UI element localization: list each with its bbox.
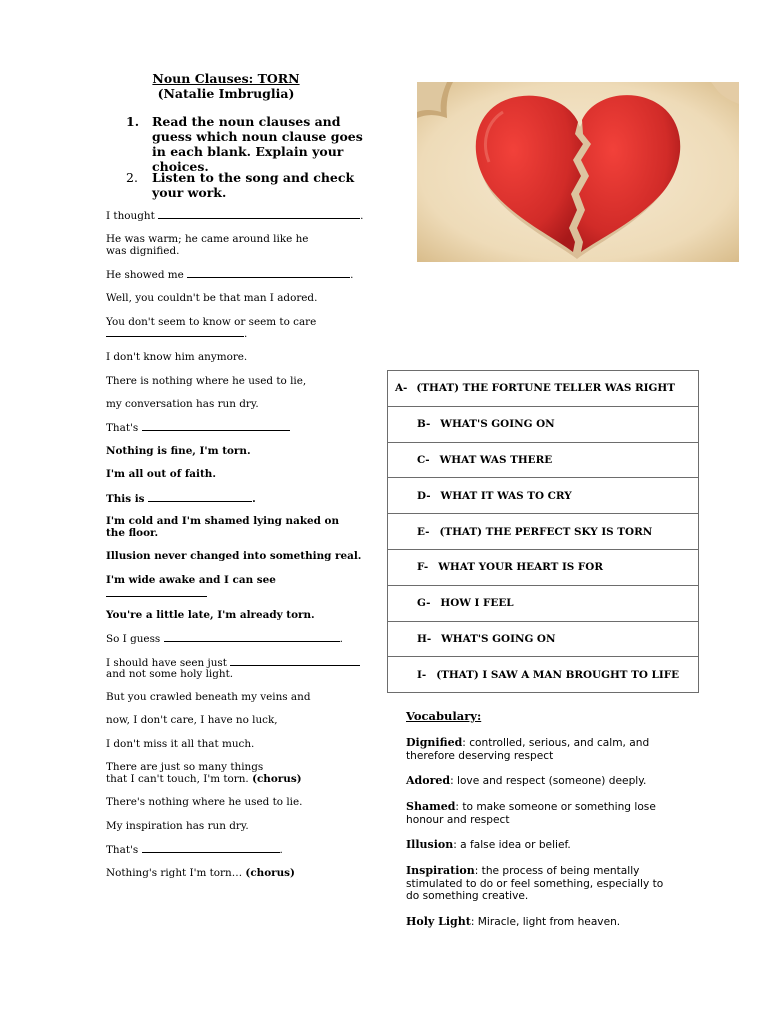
lyric-line: There's nothing where he used to lie.	[106, 796, 303, 808]
option-text: WHAT YOUR HEART IS FOR	[438, 561, 603, 574]
option-text: HOW I FEEL	[440, 597, 514, 610]
option-letter: H-	[417, 632, 432, 645]
option-letter: G-	[417, 597, 431, 610]
lyric-line: He was warm; he came around like he was dignified.	[106, 233, 309, 257]
lyric-line: and not some holy light.	[106, 668, 234, 680]
lyric-line: I should have seen just	[106, 656, 360, 669]
title-line-2: (Natalie Imbruglia)	[157, 86, 295, 101]
option-letter: E-	[417, 525, 430, 538]
option-row	[388, 371, 699, 407]
option-letter: A-	[395, 382, 408, 395]
lyric-line: That's .	[106, 844, 283, 856]
lyric-line: my conversation has run dry.	[106, 398, 259, 410]
lyric-line: He showed me .	[106, 269, 354, 281]
lyric-line: You don't seem to know or seem to care	[106, 316, 317, 328]
lyric-line: I don't miss it all that much.	[106, 738, 255, 750]
instruction-number: 1.	[126, 114, 140, 129]
instruction-text: Read the noun clauses and guess which noun clause goes in each blank. Explain your choices.	[152, 114, 363, 174]
answer-blank[interactable]	[148, 492, 252, 502]
option-letter: F-	[417, 561, 429, 574]
title-line-1: Noun Clauses: TORN	[152, 71, 300, 86]
option-text: WHAT IT WAS TO CRY	[440, 489, 572, 502]
answer-blank[interactable]	[142, 421, 290, 431]
option-text: WHAT'S GOING ON	[441, 632, 556, 645]
lyric-line: Well, you couldn't be that man I adored.	[106, 292, 318, 304]
answer-blank[interactable]	[106, 587, 207, 597]
option-text: (THAT) THE FORTUNE TELLER WAS RIGHT	[416, 382, 675, 395]
answer-blank[interactable]	[230, 656, 360, 666]
option-row	[388, 442, 699, 478]
vocabulary-entry: Adored: love and respect (someone) deeply.	[406, 774, 647, 787]
vocabulary-heading: Vocabulary:	[406, 709, 482, 723]
option-text: WHAT'S GOING ON	[440, 418, 555, 431]
lyric-line: I'm all out of faith.	[106, 468, 216, 480]
option-letter: B-	[417, 418, 431, 431]
instruction-text: Listen to the song and check your work.	[152, 170, 355, 200]
lyric-line: There are just so many things	[106, 761, 264, 773]
option-text: (THAT) I SAW A MAN BROUGHT TO LIFE	[436, 668, 680, 681]
lyric-line: You're a little late, I'm already torn.	[106, 609, 315, 621]
instruction-number: 2.	[126, 170, 138, 185]
lyric-line: now, I don't care, I have no luck,	[106, 714, 278, 726]
broken-heart-image	[417, 82, 739, 262]
lyric-line: There is nothing where he used to lie,	[106, 375, 307, 387]
lyric-line: So I guess .	[106, 633, 343, 645]
option-row	[388, 549, 699, 585]
vocabulary-entry: Dignified: controlled, serious, and calm, and therefore deserving respect	[406, 736, 650, 762]
answer-blank[interactable]	[142, 843, 280, 853]
option-row	[388, 514, 699, 550]
lyric-line: My inspiration has run dry.	[106, 820, 249, 832]
vocabulary-entry: Inspiration: the process of being mentally stimulated to do or feel something, especially to do something creative.	[406, 864, 664, 903]
vocabulary-entry: Holy Light: Miracle, light from heaven.	[406, 915, 621, 928]
option-row	[388, 657, 699, 693]
option-row	[388, 621, 699, 657]
option-letter: C-	[417, 453, 430, 466]
lyric-line: But you crawled beneath my veins and	[106, 691, 311, 703]
vocabulary-entry: Shamed: to make someone or something lose honour and respect	[406, 800, 656, 826]
worksheet-title	[106, 71, 346, 101]
lyric-line: I don't know him anymore.	[106, 351, 248, 363]
lyric-line: Nothing's right I'm torn… (chorus)	[106, 867, 295, 879]
vocabulary-entry: Illusion: a false idea or belief.	[406, 838, 571, 851]
answer-blank[interactable]	[106, 327, 244, 337]
lyric-line: that I can't touch, I'm torn. (chorus)	[106, 773, 302, 785]
instruction-1	[126, 114, 376, 174]
option-text: WHAT WAS THERE	[439, 453, 553, 466]
instruction-2	[126, 170, 376, 200]
lyric-line: Illusion never changed into something real.	[106, 550, 362, 562]
lyric-line: That's	[106, 421, 290, 434]
lyric-line: Nothing is fine, I'm torn.	[106, 445, 251, 457]
lyric-line: I thought .	[106, 210, 364, 222]
lyric-line: This is .	[106, 493, 256, 505]
answer-blank[interactable]	[187, 268, 350, 278]
lyric-line	[106, 587, 207, 600]
lyric-line: .	[106, 327, 247, 340]
answer-blank[interactable]	[164, 632, 340, 642]
option-row	[388, 478, 699, 514]
option-text: (THAT) THE PERFECT SKY IS TORN	[439, 525, 653, 538]
lyric-line: I'm cold and I'm shamed lying naked on the floor.	[106, 515, 340, 539]
lyric-line: I'm wide awake and I can see	[106, 574, 276, 586]
broken-heart-icon	[417, 82, 739, 262]
option-letter: I-	[417, 668, 427, 681]
option-row	[388, 406, 699, 442]
answer-blank[interactable]	[158, 209, 360, 219]
option-letter: D-	[417, 489, 431, 502]
noun-clause-options-table	[387, 370, 699, 693]
option-row	[388, 585, 699, 621]
